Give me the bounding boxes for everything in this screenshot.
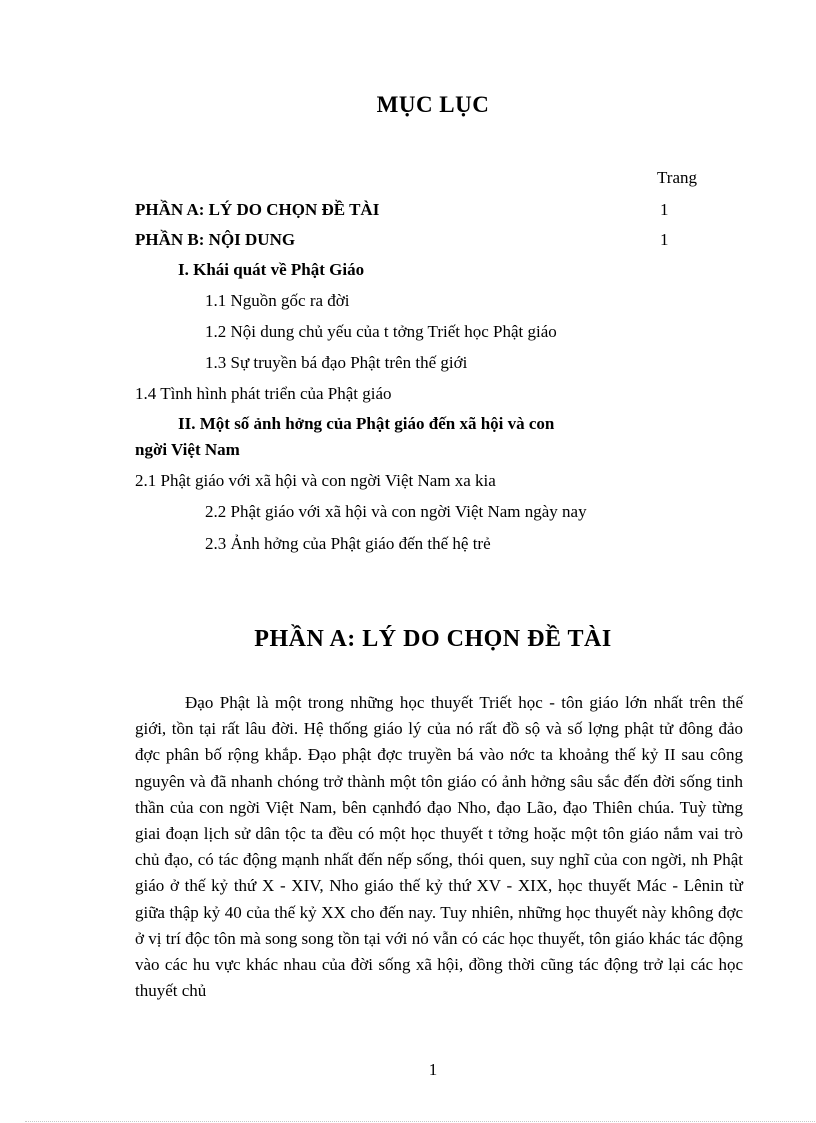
- toc-entry-part-a: PHẦN A: LÝ DO CHỌN ĐỀ TÀI: [135, 200, 380, 219]
- toc-entry-chapter-1: I. Khái quát về Phật Giáo: [178, 260, 365, 279]
- section-title: PHẦN A: LÝ DO CHỌN ĐỀ TÀI: [254, 626, 612, 652]
- page-number: 1: [428, 1060, 438, 1079]
- toc-entry-2-3: 2.3 Ảnh hởng của Phật giáo đến thế hệ trẻ: [205, 534, 491, 553]
- toc-entry-part-b: PHẦN B: NỘI DUNG: [135, 230, 296, 249]
- toc-title: MỤC LỤC: [376, 92, 490, 117]
- toc-entry-2-1: 2.1 Phật giáo với xã hội và con ngời Việt Nam xa kia: [135, 471, 496, 490]
- toc-entry-part-b-page: 1: [660, 230, 669, 249]
- toc-entry-2-2: 2.2 Phật giáo với xã hội và con ngời Việt Nam ngày nay: [205, 502, 587, 521]
- footer-divider: [25, 1121, 815, 1122]
- toc-entry-part-a-page: 1: [660, 200, 669, 219]
- toc-entry-1-3: 1.3 Sự truyền bá đạo Phật trên thế giới: [205, 353, 468, 372]
- toc-entry-1-4: 1.4 Tình hình phát triển của Phật giáo: [135, 384, 392, 403]
- body-paragraph: Đạo Phật là một trong những học thuyết Triết học - tôn giáo lớn nhất trên thế giới, tồn tại rất lâu đời. Hệ thống giáo lý của nó rất đồ sộ và số lợng phật tử đông đảo đợc phân bố rộng khắp. Đạo phật đợc truyền bá vào nớc ta khoảng thế kỷ II sau công nguyên và đã nhanh chóng trở thành một tôn giáo có ảnh hởng sâu sắc đến đời sống tinh thần của con ngời Việt Nam, bên cạnhđó đạo Nho, đạo Lão, đạo Thiên chúa. Tuỳ từng giai đoạn lịch sử dân tộc ta đều có một học thuyết t tởng hoặc một tôn giáo nắm vai trò chủ đạo, có tác động mạnh nhất đến nếp sống, thói quen, suy nghĩ của con ngời, nh Phật giáo ở thế kỷ thứ X - XIV, Nho giáo thế kỷ thứ XV - XIX, học thuyết Mác - Lênin từ giữa thập kỷ 40 của thế kỷ XX cho đến nay. Tuy nhiên, những học thuyết này không đợc ở vị trí độc tôn mà song song tồn tại với nó vẫn có các học thuyết, tôn giáo khác tác động vào các hu vực khác nhau của đời sống xã hội, đồng thời cũng tác động trở lại các học thuyết chủ: [135, 693, 743, 1001]
- toc-entry-1-1: 1.1 Nguồn gốc ra đời: [205, 291, 350, 310]
- toc-page-column-header: Trang: [657, 168, 697, 187]
- toc-entry-chapter-2-cont: ngời Việt Nam: [135, 440, 240, 459]
- toc-entry-chapter-2: II. Một số ảnh hởng của Phật giáo đến xã hội và con: [178, 414, 555, 433]
- toc-entry-1-2: 1.2 Nội dung chủ yếu của t tởng Triết học Phật giáo: [205, 322, 557, 341]
